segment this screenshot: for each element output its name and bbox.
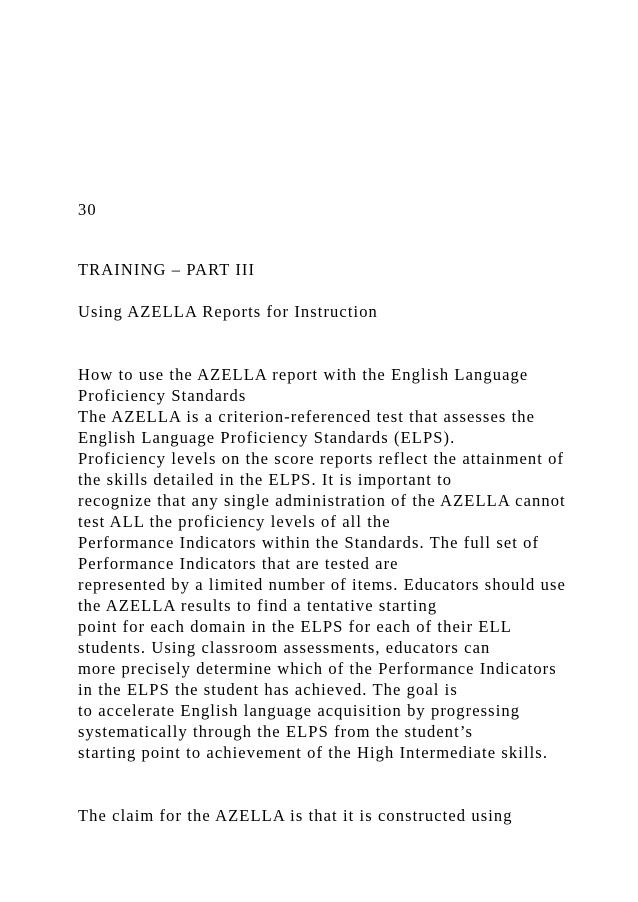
body-text-line: point for each domain in the ELPS for each of their ELL	[78, 617, 512, 636]
body-text-line: test ALL the proficiency levels of all the	[78, 512, 391, 531]
body-text-line: in the ELPS the student has achieved. The goal is	[78, 680, 458, 699]
body-text-line: starting point to achievement of the High Intermediate skills.	[78, 743, 549, 762]
body-text-line: Proficiency levels on the score reports reflect the attainment of	[78, 449, 565, 468]
body-text-line: students. Using classroom assessments, educators can	[78, 638, 491, 657]
page-number: 30	[78, 200, 97, 219]
body-text-line: Performance Indicators within the Standards. The full set of	[78, 533, 540, 552]
body-text-line: English Language Proficiency Standards (ELPS).	[78, 428, 456, 447]
body-text-line: recognize that any single administration of the AZELLA cannot	[78, 491, 566, 510]
body-text-line: The claim for the AZELLA is that it is constructed using	[78, 806, 513, 825]
body-text-line: Performance Indicators that are tested are	[78, 554, 399, 573]
section-subheading: Using AZELLA Reports for Instruction	[78, 302, 378, 321]
body-text-line: represented by a limited number of items. Educators should use	[78, 575, 566, 594]
body-text-line: the AZELLA results to find a tentative starting	[78, 596, 438, 615]
body-text-line: the skills detailed in the ELPS. It is important to	[78, 470, 453, 489]
body-text-line: to accelerate English language acquisition by progressing	[78, 701, 521, 720]
body-text-line: more precisely determine which of the Performance Indicators	[78, 659, 557, 678]
body-text-line: systematically through the ELPS from the student’s	[78, 722, 474, 741]
topic-title-line: How to use the AZELLA report with the English Language	[78, 365, 529, 384]
topic-title-line: Proficiency Standards	[78, 386, 247, 405]
section-heading: TRAINING – PART III	[78, 260, 256, 279]
body-text-line: The AZELLA is a criterion-referenced test that assesses the	[78, 407, 536, 426]
